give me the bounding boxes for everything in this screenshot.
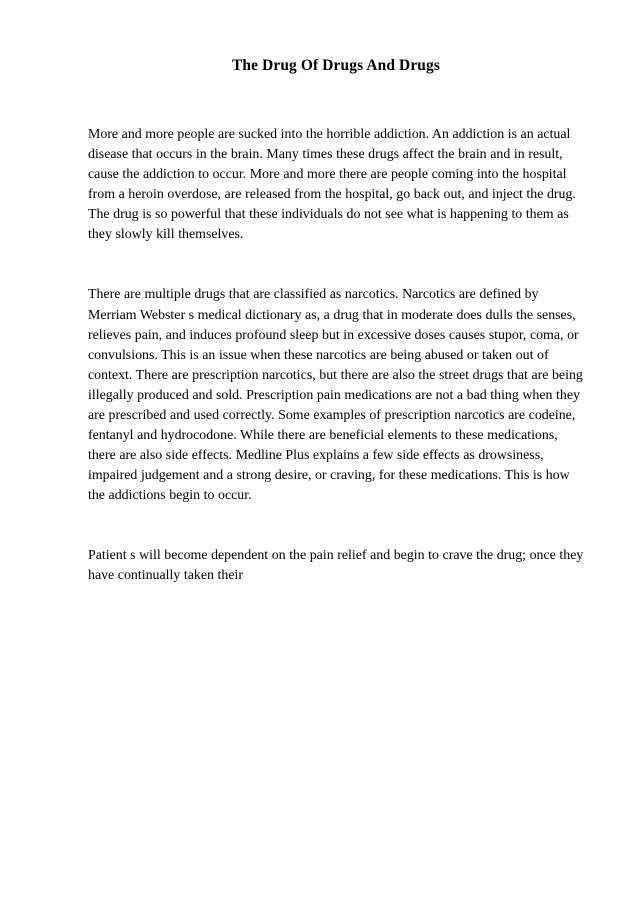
document-body	[88, 56, 587, 626]
body-paragraph: Patient s will become dependent on the pain relief and begin to crave the drug; once they have continually taken their	[88, 548, 587, 584]
document-text-block	[88, 85, 587, 626]
body-paragraph: There are multiple drugs that are classified as narcotics. Narcotics are defined by Merriam Webster s medical dictionary as, a drug that in moderate does dulls the senses, relieves pain, and induces profound sleep but in excessive doses causes stupor, coma, or convulsions. This is an issue when these narcotics are being abused or taken out of context. There are prescription narcotics, but there are also the street drugs that are being illegally produced and sold. Prescription pain medications are not a bad thing when they are prescribed and used correctly. Some examples of prescription narcotics are codeine, fentanyl and hydrocodone. While there are beneficial elements to these medications, there are also side effects. Medline Plus explains a few side effects as drowsiness, impaired judgement and a strong desire, or craving, for these medications. This is how the addictions begin to occur.	[88, 287, 587, 503]
body-paragraph: More and more people are sucked into the horrible addiction. An addiction is an actual disease that occurs in the brain. Many times these drugs affect the brain and in result, cause the addiction to occur. More and more there are people coming into the hospital from a heroin overdose, are released from the hospital, go back out, and inject the drug. The drug is so powerful that these individuals do not see what is happening to them as they slowly kill themselves.	[88, 127, 580, 243]
page-title: The Drug Of Drugs And Drugs	[231, 57, 440, 74]
